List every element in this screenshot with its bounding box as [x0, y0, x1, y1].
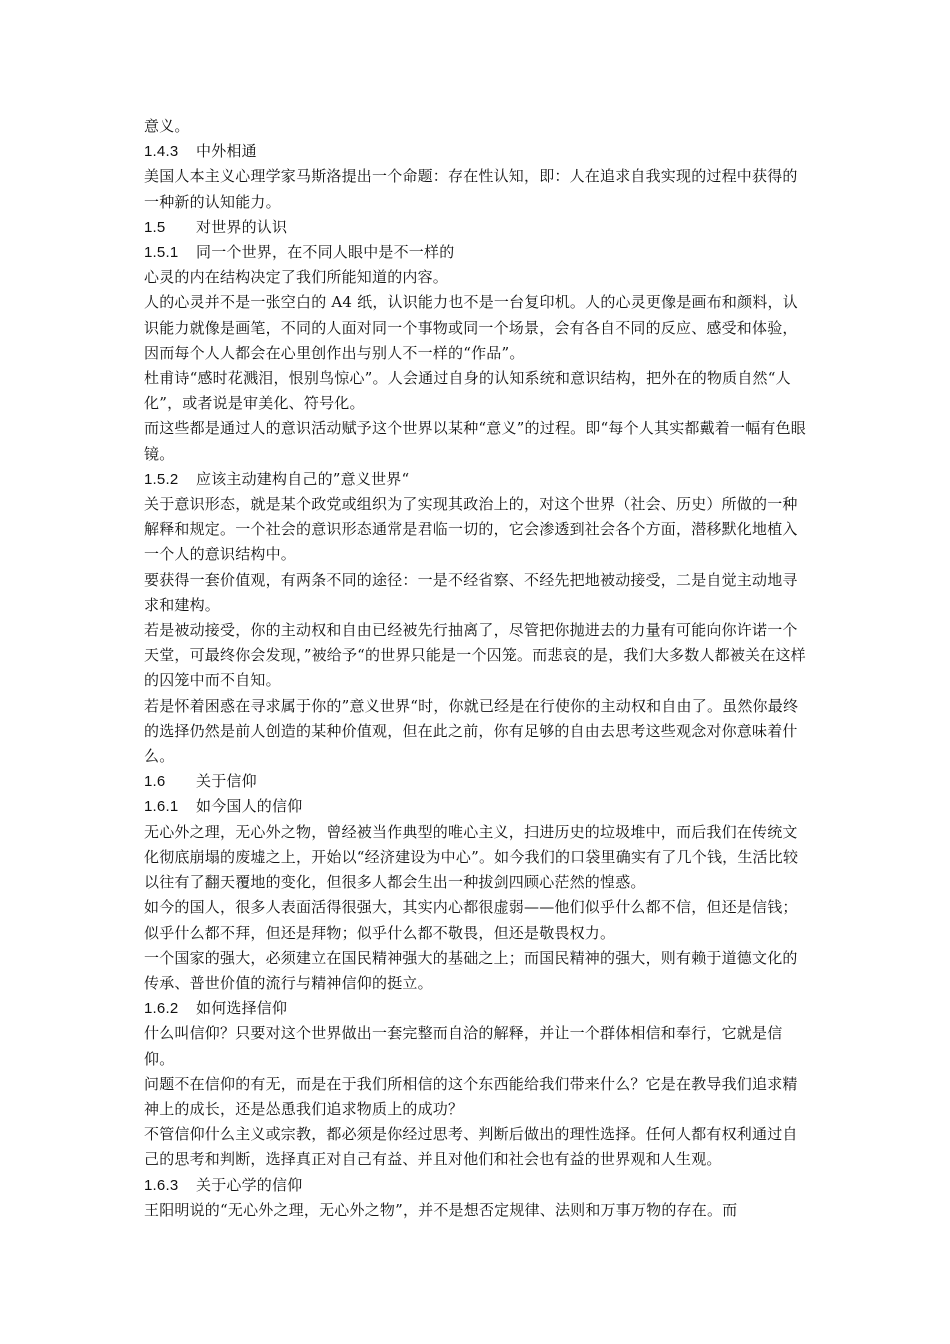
paragraph: 无心外之理，无心外之物，曾经被当作典型的唯心主义，扫进历史的垃圾堆中，而后我们在传统文化彻底崩塌的废墟之上，开始以“经济建设为中心”。如今我们的口袋里确实有了几个钱，生活比较以往有了翻天覆地的变化，但很多人都会生出一种拔剑四顾心茫然的惶惑。 — [144, 822, 799, 892]
paragraph: 美国人本主义心理学家马斯洛提出一个命题：存在性认知，即：人在追求自我实现的过程中获得的一种新的认知能力。 — [144, 167, 798, 211]
section-title: 关于心学的信仰 — [196, 1175, 303, 1194]
paragraph: 不管信仰什么主义或宗教，都必须是你经过思考、判断后做出的理性选择。任何人都有权利通过自己的思考和判断，选择真正对自己有益、并且对他们和社会也有益的世界观和人生观。 — [144, 1125, 798, 1169]
document-page — [144, 114, 810, 1223]
section-heading — [144, 996, 810, 1021]
paragraph: 如今的国人，很多人表面活得很强大，其实内心都很虚弱——他们似乎什么都不信，但还是信钱；似乎什么都不拜，但还是拜物；似乎什么都不敬畏，但还是敬畏权力。 — [144, 898, 798, 942]
section-number: 1.4.3 — [144, 143, 179, 161]
section-heading — [144, 139, 810, 164]
paragraph: 而这些都是通过人的意识活动赋予这个世界以某种“意义”的过程。即“每个人其实都戴着一幅有色眼镜。 — [144, 419, 807, 463]
paragraph: 问题不在信仰的有无，而是在于我们所相信的这个东西能给我们带来什么？它是在教导我们追求精神上的成长，还是怂恿我们追求物质上的成功？ — [144, 1074, 798, 1118]
section-title: 应该主动建构自己的”意义世界“ — [196, 469, 410, 488]
paragraph: 杜甫诗“感时花溅泪，恨别鸟惊心”。人会通过自身的认知系统和意识结构，把外在的物质自然“人化”，或者说是审美化、符号化。 — [144, 369, 791, 413]
paragraph: 若是怀着困惑在寻求属于你的”意义世界“时，你就已经是在行使你的主动权和自由了。虽然你最终的选择仍然是前人创造的某种价值观，但在此之前，你有足够的自由去思考这些观念对你意味着什么。 — [144, 696, 799, 766]
section-heading — [144, 240, 810, 265]
paragraph: 意义。 — [144, 117, 190, 135]
paragraph: 一个国家的强大，必须建立在国民精神强大的基础之上；而国民精神的强大，则有赖于道德文化的传承、普世价值的流行与精神信仰的挺立。 — [144, 948, 798, 992]
section-heading — [144, 769, 810, 794]
section-heading — [144, 1173, 810, 1198]
section-title: 如何选择信仰 — [196, 999, 288, 1018]
section-number: 1.5.2 — [144, 470, 179, 488]
section-title: 同一个世界，在不同人眼中是不一样的 — [196, 243, 455, 262]
section-title: 关于信仰 — [196, 772, 257, 791]
paragraph: 若是被动接受，你的主动权和自由已经被先行抽离了，尽管把你抛进去的力量有可能向你许诺一个天堂，可最终你会发现，”被给予“的世界只能是一个囚笼。而悲哀的是，我们大多数人都被关在这样的囚笼中而不自知。 — [144, 621, 806, 690]
section-heading — [144, 467, 810, 492]
section-number: 1.5.1 — [144, 244, 179, 262]
paragraph: 要获得一套价值观，有两条不同的途径：一是不经省察、不经先把地被动接受，二是自觉主动地寻求和建构。 — [144, 570, 798, 614]
section-number: 1.5 — [144, 218, 166, 236]
section-heading — [144, 794, 810, 819]
section-title: 如今国人的信仰 — [196, 797, 303, 816]
paragraph: 心灵的内在结构决定了我们所能知道的内容。 — [144, 268, 449, 287]
section-number: 1.6 — [144, 773, 166, 791]
section-heading — [144, 215, 810, 240]
section-number: 1.6.3 — [144, 1176, 179, 1194]
section-number: 1.6.2 — [144, 1000, 179, 1018]
paragraph: 王阳明说的“无心外之理，无心外之物”，并不是想否定规律、法则和万事万物的存在。而 — [144, 1200, 738, 1219]
section-title: 对世界的认识 — [196, 217, 288, 236]
paragraph: 人的心灵并不是一张空白的 A4 纸，认识能力也不是一台复印机。人的心灵更像是画布和颜料，认识能力就像是画笔，不同的人面对同一个事物或同一个场景，会有各自不同的反应、感受和体验，因而每个人人都会在心里创作出与别人不一样的“作品”。 — [144, 293, 798, 362]
paragraph: 什么叫信仰？只要对这个世界做出一套完整而自洽的解释，并让一个群体相信和奉行，它就是信仰。 — [144, 1024, 783, 1068]
section-title: 中外相通 — [196, 142, 257, 161]
section-number: 1.6.1 — [144, 798, 179, 816]
paragraph: 关于意识形态，就是某个政党或组织为了实现其政治上的，对这个世界（社会、历史）所做的一种解释和规定。一个社会的意识形态通常是君临一切的，它会渗透到社会各个方面，潜移默化地植入一个人的意识结构中。 — [144, 495, 798, 564]
